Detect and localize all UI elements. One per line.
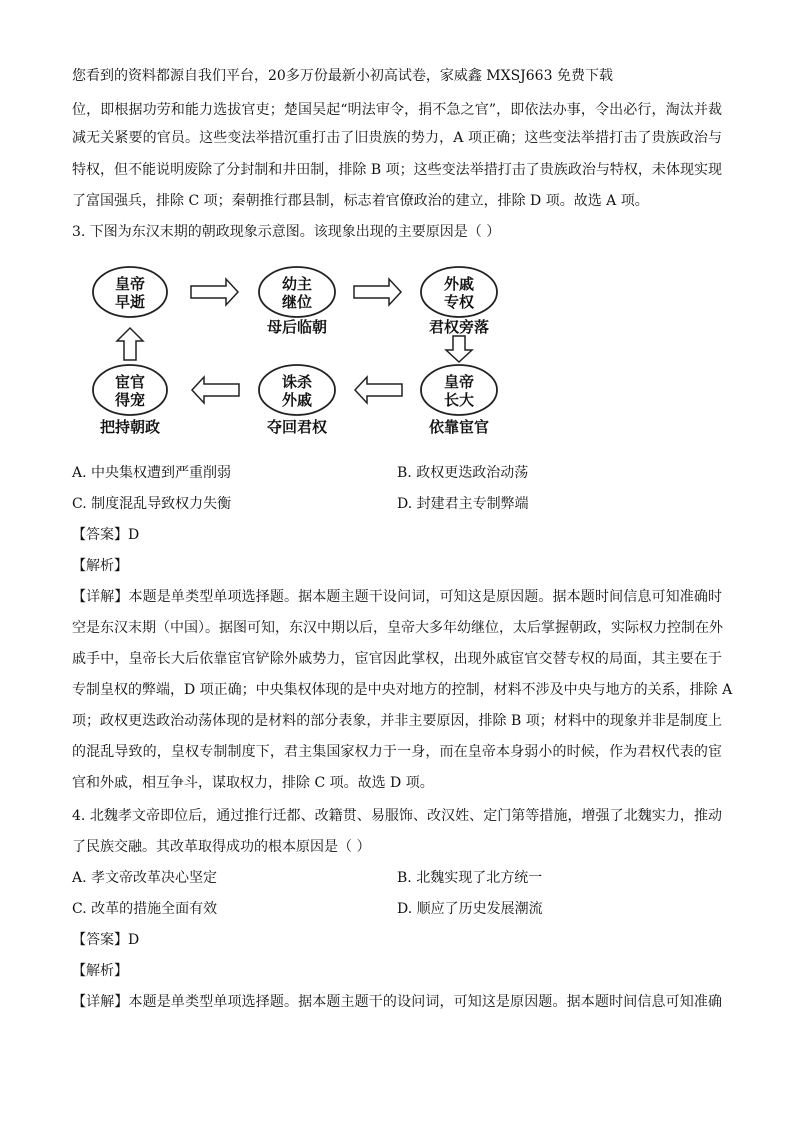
q3-detail-line-3: 戚手中，皇帝长大后依靠宦官铲除外戚势力，宦官因此掌权，出现外戚宦官交替专权的局面，其主要在于 <box>72 651 722 667</box>
q4-stem-line-2: 了民族交融。其改革取得成功的根本原因是（ ） <box>72 839 371 855</box>
node-emperor-grows <box>421 365 497 415</box>
q3-answer: 【答案】D <box>72 527 140 543</box>
node-4-caption: 依靠宦官 <box>428 418 490 436</box>
q3-detail-line-2: 空是东汉末期（中国）。据图可知，东汉中期以后，皇帝大多年幼继位，太后掌握朝政，实际权力控制在外 <box>72 620 723 636</box>
header-line: 您看到的资料都源自我们平台，20多万份最新小初高试卷，家威鑫 MXSJ663 免费下载 <box>72 68 613 84</box>
intro-line-4: 了富国强兵，排除 C 项；秦朝推行郡县制，标志着官僚政治的建立，排除 D 项。故选 A 项。 <box>72 193 649 209</box>
arrow-down-icon <box>446 336 472 362</box>
arrow-up-icon <box>117 328 143 360</box>
node-4-line2: 长大 <box>443 391 475 409</box>
q3-detail-line-1: 【详解】本题是单类型单项选择题。据本题主题干设问词，可知这是原因题。据本题时间信息可知准确时 <box>72 589 722 605</box>
arrow-left-2-icon <box>192 377 239 403</box>
q3-option-c: C. 制度混乱导致权力失衡 <box>72 496 232 512</box>
q4-analysis-label: 【解析】 <box>72 963 128 979</box>
q3-detail-line-5: 项；政权更迭政治动荡体现的是材料的部分表象，并非主要原因，排除 B 项；材料中的现象并非是制度上 <box>72 713 722 729</box>
arrow-right-1-icon <box>191 279 238 305</box>
q3-option-a: A. 中央集权遭到严重削弱 <box>72 465 232 481</box>
node-2-line2: 继位 <box>281 293 313 311</box>
node-4-line1: 皇帝 <box>443 373 475 391</box>
node-1-line2: 早逝 <box>114 293 146 311</box>
q3-detail-line-6: 的混乱导致的，皇权专制制度下，君主集国家权力于一身，而在皇帝本身弱小的时候，作为君权代表的宦 <box>72 744 722 760</box>
node-consort-clan <box>421 267 497 317</box>
node-6-caption: 把持朝政 <box>99 418 161 436</box>
node-young-ruler <box>259 267 335 317</box>
node-5-line2: 外戚 <box>281 391 313 409</box>
node-emperor-dies-early <box>93 267 167 317</box>
node-kill-consort <box>259 365 335 415</box>
node-2-line1: 幼主 <box>281 275 313 293</box>
q3-analysis-label: 【解析】 <box>72 558 128 574</box>
node-eunuch-favored <box>93 365 167 415</box>
intro-line-3: 特权，但不能说明废除了分封制和井田制，排除 B 项；这些变法举措打击了贵族政治与特权，未体现实现 <box>72 162 722 178</box>
node-1-line1: 皇帝 <box>114 275 146 293</box>
q4-stem-line-1: 4. 北魏孝文帝即位后，通过推行迁都、改籍贯、易服饰、改汉姓、定门第等措施，增强了北魏实力，推动 <box>72 808 722 824</box>
node-2-caption: 母后临朝 <box>266 318 328 336</box>
node-3-line1: 外戚 <box>443 275 475 293</box>
node-6-line2: 得宠 <box>114 391 146 409</box>
court-cycle-diagram <box>86 262 526 442</box>
q4-answer: 【答案】D <box>72 932 140 948</box>
q4-option-a: A. 孝文帝改革决心坚定 <box>72 870 218 886</box>
q3-option-b: B. 政权更迭政治动荡 <box>397 465 529 481</box>
q3-option-d: D. 封建君主专制弊端 <box>397 496 529 512</box>
arrow-left-1-icon <box>355 377 402 403</box>
q4-detail-line-1: 【详解】本题是单类型单项选择题。据本题主题干的设问词，可知这是原因题。据本题时间信息可知准确 <box>72 994 722 1010</box>
q3-detail-line-4: 专制皇权的弊端，D 项正确；中央集权体现的是中央对地方的控制，材料不涉及中央与地方的关系，排除 A <box>72 682 733 698</box>
q3-detail-line-7: 官和外戚，相互争斗，谋取权力，排除 C 项。故选 D 项。 <box>72 775 434 791</box>
q4-option-b: B. 北魏实现了北方统一 <box>397 870 543 886</box>
intro-line-1: 位，即根据功劳和能力选拔官吏；楚国吴起“明法审令，捐不急之官”，即依法办事，令出必行，淘汰并裁 <box>72 102 722 118</box>
q4-option-c: C. 改革的措施全面有效 <box>72 901 218 917</box>
node-3-caption: 君权旁落 <box>428 318 490 336</box>
node-5-line1: 诛杀 <box>281 373 313 391</box>
node-6-line1: 宦官 <box>114 373 146 391</box>
q4-option-d: D. 顺应了历史发展潮流 <box>397 901 543 917</box>
node-3-line2: 专权 <box>443 293 475 311</box>
arrow-right-2-icon <box>354 279 401 305</box>
intro-line-2: 减无关紧要的官员。这些变法举措沉重打击了旧贵族的势力，A 项正确；这些变法举措打击了贵族政治与 <box>72 130 722 146</box>
node-5-caption: 夺回君权 <box>266 418 328 436</box>
q3-stem: 3. 下图为东汉末期的朝政现象示意图。该现象出现的主要原因是（ ） <box>72 224 501 240</box>
